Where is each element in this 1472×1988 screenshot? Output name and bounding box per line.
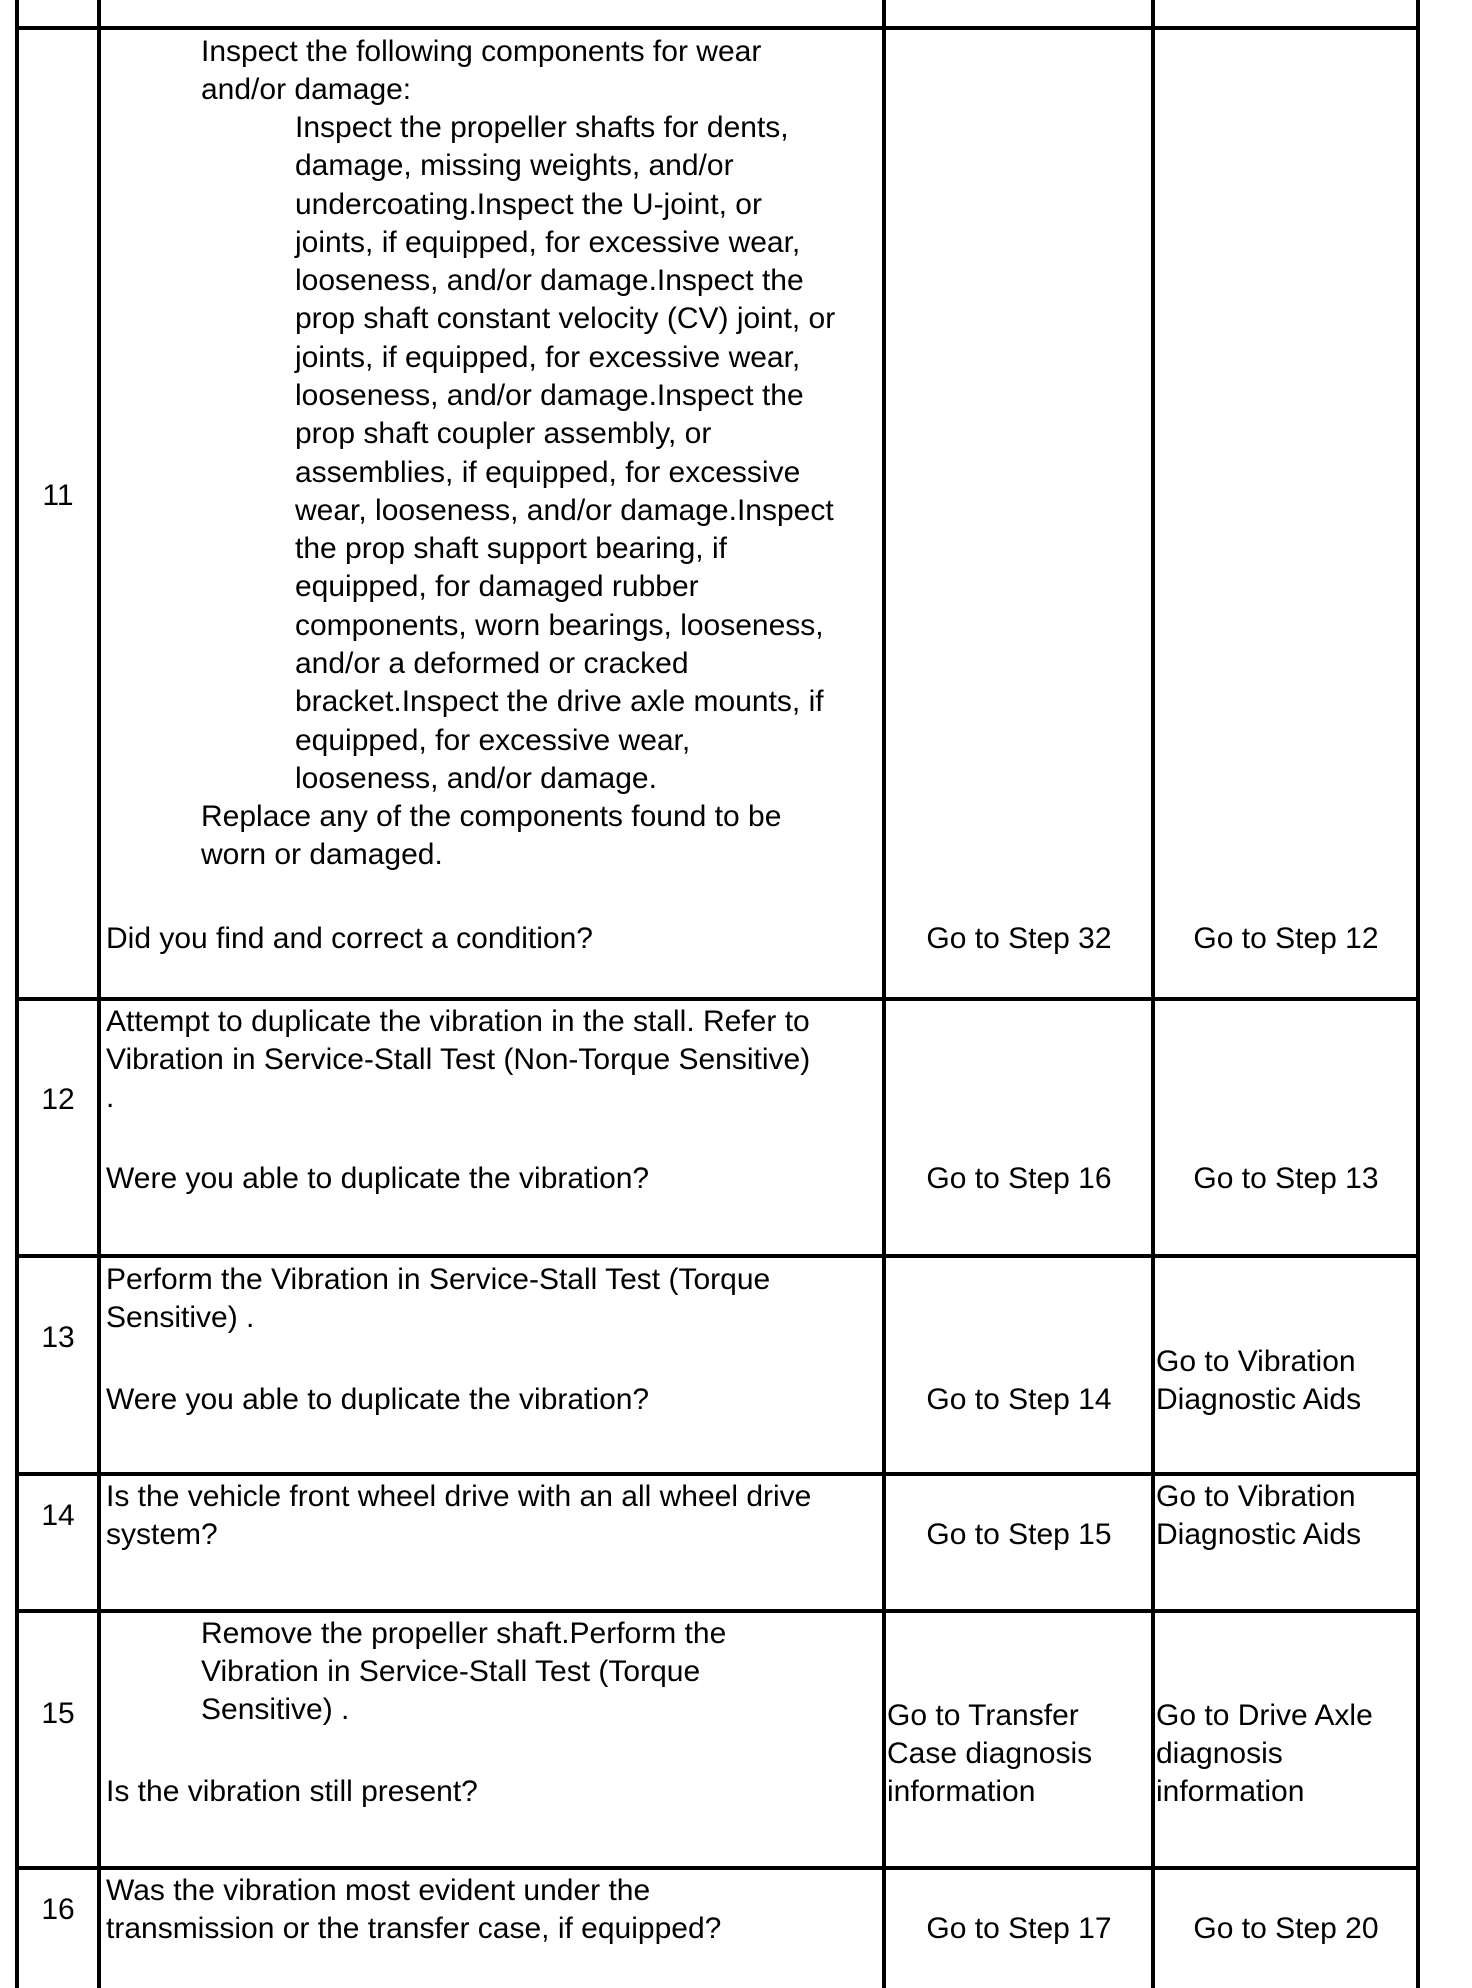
yes-result: Go to Step 17 <box>926 1912 1112 1945</box>
sub-step-text: the prop shaft support bearing, if <box>295 532 727 565</box>
column-divider-yes <box>1151 0 1155 1988</box>
action-text: Attempt to duplicate the vibration in the stall. Refer to <box>106 1005 810 1038</box>
sub-step-text: equipped, for damaged rubber <box>295 570 699 603</box>
sub-step-text: damage, missing weights, and/or <box>295 149 734 182</box>
question-text: Were you able to duplicate the vibration? <box>106 1162 650 1195</box>
row-divider <box>16 1609 1418 1613</box>
yes-result: Case diagnosis <box>887 1737 1093 1770</box>
yes-result: Go to Step 16 <box>926 1162 1112 1195</box>
question-text: Were you able to duplicate the vibration? <box>106 1383 650 1416</box>
action-text: Perform the Vibration in Service-Stall Test (Torque <box>106 1263 771 1296</box>
action-text: Inspect the following components for wear <box>201 35 762 68</box>
question-text: Did you find and correct a condition? <box>106 922 593 955</box>
yes-result: Go to Transfer <box>887 1699 1079 1732</box>
no-result: information <box>1156 1775 1305 1808</box>
yes-result: information <box>887 1775 1036 1808</box>
action-text: Remove the propeller shaft.Perform the <box>201 1617 727 1650</box>
sub-step-text: prop shaft coupler assembly, or <box>295 417 712 450</box>
sub-step-text: Inspect the propeller shafts for dents, <box>295 111 789 144</box>
table-border-left <box>15 0 19 1988</box>
sub-step-text: bracket.Inspect the drive axle mounts, if <box>295 685 824 718</box>
column-divider-action <box>882 0 886 1988</box>
no-result: Go to Step 13 <box>1193 1162 1379 1195</box>
sub-step-text: joints, if equipped, for excessive wear, <box>295 341 801 374</box>
action-text: Sensitive) . <box>201 1693 350 1726</box>
action-text: Vibration in Service-Stall Test (Non-Torque Sensitive) <box>106 1043 811 1076</box>
sub-step-text: joints, if equipped, for excessive wear, <box>295 226 801 259</box>
yes-result: Go to Step 32 <box>926 922 1112 955</box>
action-text: Vibration in Service-Stall Test (Torque <box>201 1655 701 1688</box>
no-result: diagnosis <box>1156 1737 1283 1770</box>
sub-step-text: undercoating.Inspect the U-joint, or <box>295 188 762 221</box>
row-divider <box>16 1254 1418 1258</box>
question-text: Is the vibration still present? <box>106 1775 478 1808</box>
step-number: 14 <box>41 1499 75 1532</box>
yes-result: Go to Step 14 <box>926 1383 1112 1416</box>
step-number: 12 <box>41 1083 75 1116</box>
action-text: worn or damaged. <box>201 838 443 871</box>
action-text: Replace any of the components found to be <box>201 800 782 833</box>
sub-step-text: prop shaft constant velocity (CV) joint, or <box>295 302 836 335</box>
step-number: 13 <box>41 1321 75 1354</box>
action-text: system? <box>106 1518 218 1551</box>
row-divider <box>16 1472 1418 1476</box>
sub-step-text: equipped, for excessive wear, <box>295 724 691 757</box>
no-result: Go to Drive Axle <box>1156 1699 1373 1732</box>
action-text: Was the vibration most evident under the <box>106 1874 651 1907</box>
step-number: 15 <box>41 1697 75 1730</box>
no-result: Go to Step 12 <box>1193 922 1379 955</box>
yes-result: Go to Step 15 <box>926 1518 1112 1551</box>
action-text: transmission or the transfer case, if equipped? <box>106 1912 722 1945</box>
action-text: Is the vehicle front wheel drive with an all wheel drive <box>106 1480 812 1513</box>
column-divider-step <box>97 0 101 1988</box>
no-result: Diagnostic Aids <box>1156 1383 1362 1416</box>
sub-step-text: looseness, and/or damage. <box>295 762 657 795</box>
no-result: Go to Step 20 <box>1193 1912 1379 1945</box>
row-divider <box>16 1866 1418 1870</box>
sub-step-text: looseness, and/or damage.Inspect the <box>295 379 804 412</box>
sub-step-text: wear, looseness, and/or damage.Inspect <box>295 494 834 527</box>
no-result: Go to Vibration <box>1156 1480 1356 1513</box>
sub-step-text: components, worn bearings, looseness, <box>295 609 824 642</box>
no-result: Go to Vibration <box>1156 1345 1356 1378</box>
action-text: Sensitive) . <box>106 1301 255 1334</box>
row-divider <box>16 26 1418 30</box>
sub-step-text: and/or a deformed or cracked <box>295 647 689 680</box>
action-text: and/or damage: <box>201 73 412 106</box>
step-number: 11 <box>42 479 74 512</box>
step-number: 16 <box>41 1893 75 1926</box>
sub-step-text: assemblies, if equipped, for excessive <box>295 456 801 489</box>
sub-step-text: looseness, and/or damage.Inspect the <box>295 264 804 297</box>
action-text: . <box>106 1081 115 1114</box>
no-result: Diagnostic Aids <box>1156 1518 1362 1551</box>
column-divider-no <box>1416 0 1420 1988</box>
row-divider <box>16 997 1418 1001</box>
